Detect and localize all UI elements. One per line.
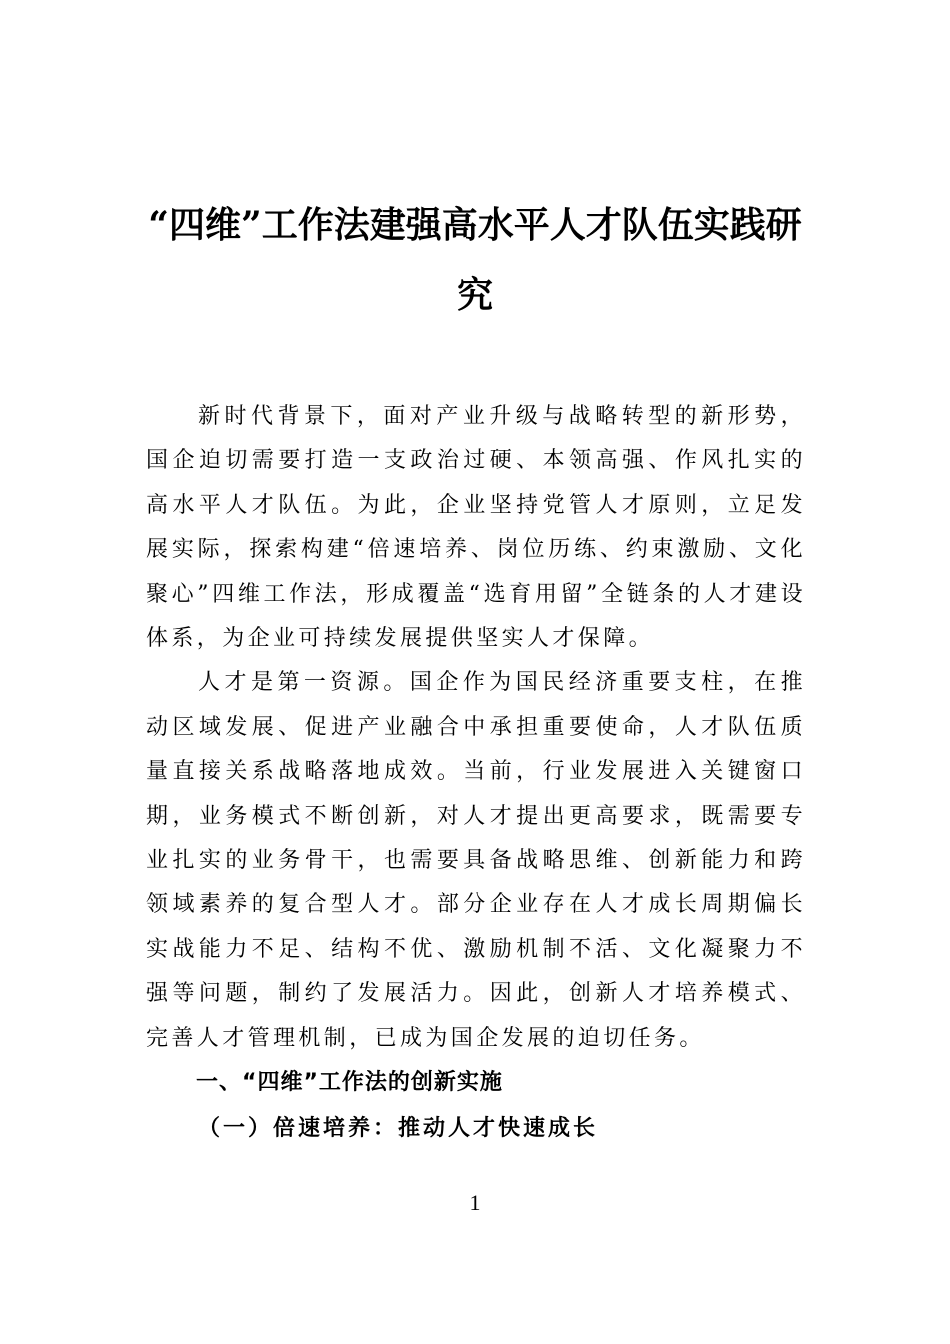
body-paragraph-1: 新时代背景下，面对产业升级与战略转型的新形势，国企迫切需要打造一支政治过硬、本领高强、作风扎实的高水平人才队伍。为此，企业坚持党管人才原则，立足发展实际，探索构建“倍速培养、岗位历练、约束激励、文化聚心”四维工作法，形成覆盖“选育用留”全链条的人才建设体系，为企业可持续发展提供坚实人才保障。 xyxy=(146,404,806,652)
document-body xyxy=(146,395,806,1150)
subsection-heading: （一）倍速培养：推动人才快速成长 xyxy=(198,1114,599,1141)
body-paragraph-2: 人才是第一资源。国企作为国民经济重要支柱，在推动区域发展、促进产业融合中承担重要使命，人才队伍质量直接关系战略落地成效。当前，行业发展进入关键窗口期，业务模式不断创新，对人才提出更高要求，既需要专业扎实的业务骨干，也需要具备战略思维、创新能力和跨领域素养的复合型人才。部分企业存在人才成长周期偏长实战能力不足、结构不优、激励机制不活、文化凝聚力不强等问题，制约了发展活力。因此，创新人才培养模式、完善人才管理机制，已成为国企发展的迫切任务。 xyxy=(146,670,806,1051)
section-heading: 一、“四维”工作法的创新实施 xyxy=(196,1070,503,1096)
document-title: “四维”工作法建强高水平人才队伍实践研究 xyxy=(148,204,802,316)
page-number: 1 xyxy=(469,1190,481,1215)
